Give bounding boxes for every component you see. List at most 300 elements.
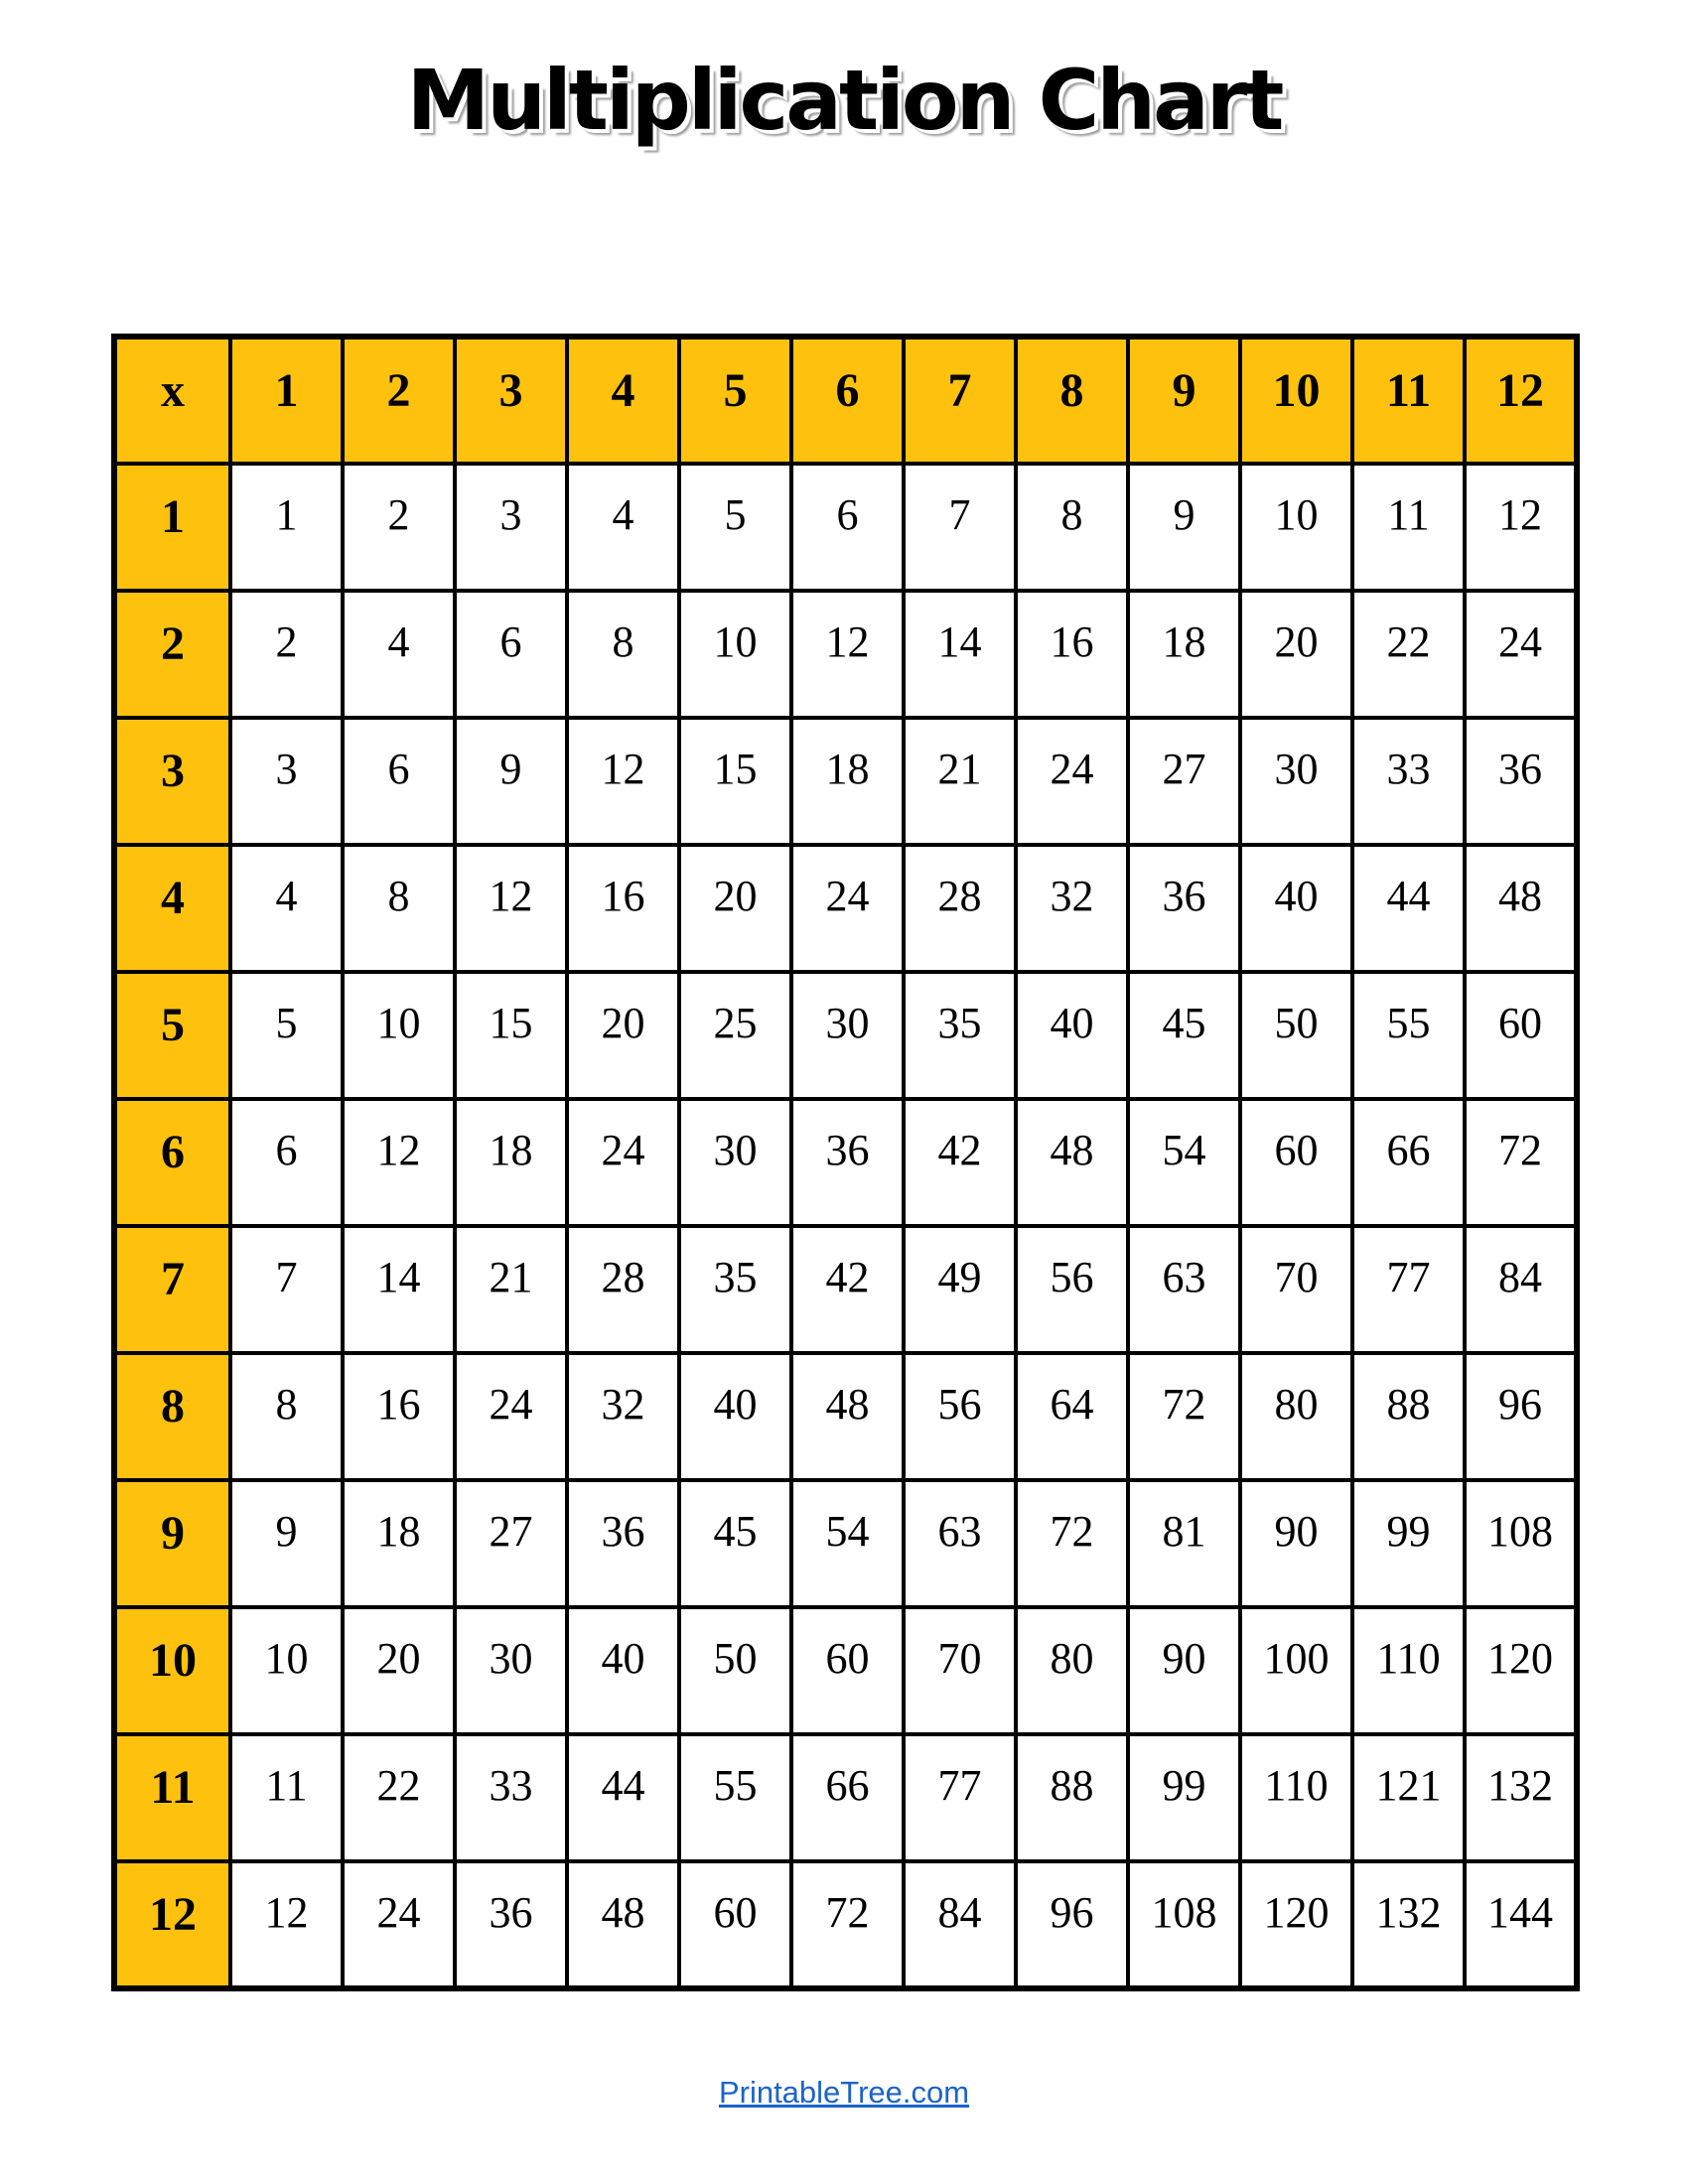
table-cell xyxy=(1352,1861,1465,1988)
printabletree-link[interactable]: PrintableTree.com xyxy=(718,2075,970,2110)
table-cell xyxy=(455,1480,567,1607)
table-cell xyxy=(791,1861,904,1988)
table-cell-label: 90 xyxy=(1274,1507,1319,1556)
table-cell-label: 40 xyxy=(713,1380,758,1429)
table-cell-label: 24 xyxy=(601,1126,645,1174)
table-cell-label: 5 xyxy=(275,999,298,1047)
table-cell-label: 55 xyxy=(713,1761,758,1810)
table-cell-label: 54 xyxy=(825,1507,870,1556)
table-cell-label: 10 xyxy=(1274,490,1319,539)
table-row xyxy=(114,1607,1577,1734)
table-cell xyxy=(679,1353,791,1480)
table-cell xyxy=(1465,972,1577,1099)
column-header-cell xyxy=(679,337,791,464)
table-cell xyxy=(455,718,567,845)
table-cell-label: 36 xyxy=(489,1888,533,1937)
table-cell xyxy=(1465,1099,1577,1226)
table-cell-label: 6 xyxy=(387,745,410,793)
column-header-cell xyxy=(1016,337,1128,464)
table-cell xyxy=(343,1861,455,1988)
table-cell xyxy=(904,845,1016,972)
table-cell-label: 50 xyxy=(713,1634,758,1683)
table-cell xyxy=(567,1734,679,1861)
table-cell xyxy=(343,1607,455,1734)
table-cell xyxy=(1240,1480,1352,1607)
table-cell xyxy=(230,845,343,972)
table-row xyxy=(114,1226,1577,1353)
table-cell-label: 64 xyxy=(1050,1380,1094,1429)
table-cell-label: 27 xyxy=(489,1507,533,1556)
table-cell xyxy=(567,1861,679,1988)
table-cell xyxy=(230,464,343,591)
row-header-cell-label: 11 xyxy=(150,1761,196,1814)
table-cell xyxy=(567,1226,679,1353)
table-cell xyxy=(904,1480,1016,1607)
table-cell-label: 30 xyxy=(489,1634,533,1683)
table-cell xyxy=(1465,591,1577,718)
table-cell-label: 6 xyxy=(836,490,859,539)
table-cell-label: 3 xyxy=(499,490,522,539)
page-title: Multiplication Chart xyxy=(406,52,1282,149)
table-cell xyxy=(1465,1607,1577,1734)
table-cell xyxy=(1016,1607,1128,1734)
table-cell-label: 30 xyxy=(1274,745,1319,793)
table-cell xyxy=(567,464,679,591)
table-cell-label: 25 xyxy=(713,999,758,1047)
multiplication-table-body xyxy=(114,337,1577,1988)
table-cell xyxy=(1016,1480,1128,1607)
table-cell xyxy=(904,718,1016,845)
table-cell xyxy=(567,1480,679,1607)
row-header-cell xyxy=(114,718,230,845)
table-cell-label: 30 xyxy=(713,1126,758,1174)
table-cell xyxy=(343,464,455,591)
table-cell-label: 70 xyxy=(937,1634,982,1683)
table-cell-label: 108 xyxy=(1151,1888,1217,1937)
table-cell-label: 81 xyxy=(1162,1507,1206,1556)
table-cell xyxy=(791,1353,904,1480)
table-row xyxy=(114,1099,1577,1226)
table-cell-label: 18 xyxy=(825,745,870,793)
table-cell xyxy=(679,1480,791,1607)
table-cell xyxy=(1465,1353,1577,1480)
table-cell-label: 48 xyxy=(825,1380,870,1429)
table-cell xyxy=(1352,1734,1465,1861)
table-cell xyxy=(1128,591,1240,718)
table-cell xyxy=(904,1607,1016,1734)
table-cell-label: 80 xyxy=(1050,1634,1094,1683)
table-cell-label: 60 xyxy=(825,1634,870,1683)
table-cell-label: 16 xyxy=(601,872,645,920)
table-cell xyxy=(1465,1734,1577,1861)
table-cell-label: 132 xyxy=(1375,1888,1442,1937)
table-cell xyxy=(455,1734,567,1861)
row-header-cell xyxy=(114,845,230,972)
row-header-cell-label: 2 xyxy=(161,617,185,670)
table-cell-label: 110 xyxy=(1264,1761,1329,1810)
table-cell-label: 14 xyxy=(937,617,982,666)
table-cell xyxy=(791,1734,904,1861)
table-cell-label: 49 xyxy=(937,1253,982,1301)
table-cell xyxy=(679,1607,791,1734)
table-cell-label: 77 xyxy=(937,1761,982,1810)
table-cell xyxy=(679,591,791,718)
column-header-cell-label: 12 xyxy=(1496,364,1544,417)
table-cell-label: 121 xyxy=(1375,1761,1442,1810)
table-cell xyxy=(904,1099,1016,1226)
table-cell-label: 36 xyxy=(601,1507,645,1556)
table-cell-label: 6 xyxy=(499,617,522,666)
row-header-cell-label: 4 xyxy=(161,872,185,924)
table-cell-label: 10 xyxy=(376,999,421,1047)
footer xyxy=(0,2075,1688,2111)
column-header-cell xyxy=(1465,337,1577,464)
table-cell-label: 84 xyxy=(1498,1253,1542,1301)
column-header-cell-label: 8 xyxy=(1059,364,1084,417)
table-cell-label: 80 xyxy=(1274,1380,1319,1429)
table-cell-label: 27 xyxy=(1162,745,1206,793)
table-cell-label: 10 xyxy=(713,617,758,666)
table-cell-label: 54 xyxy=(1162,1126,1206,1174)
table-cell-label: 55 xyxy=(1386,999,1431,1047)
table-cell-label: 33 xyxy=(1386,745,1431,793)
table-cell-label: 35 xyxy=(937,999,982,1047)
table-header-row xyxy=(114,337,1577,464)
column-header-cell xyxy=(904,337,1016,464)
row-header-cell xyxy=(114,972,230,1099)
table-cell xyxy=(343,1226,455,1353)
table-cell-label: 12 xyxy=(376,1126,421,1174)
table-cell-label: 44 xyxy=(1386,872,1431,920)
table-cell-label: 2 xyxy=(275,617,298,666)
table-cell xyxy=(343,1353,455,1480)
table-cell-label: 4 xyxy=(387,617,410,666)
table-cell xyxy=(230,1734,343,1861)
table-cell-label: 120 xyxy=(1487,1634,1553,1683)
table-cell xyxy=(1240,1607,1352,1734)
table-cell xyxy=(343,718,455,845)
table-cell-label: 44 xyxy=(601,1761,645,1810)
table-cell-label: 72 xyxy=(825,1888,870,1937)
table-cell xyxy=(1465,1480,1577,1607)
row-header-cell-label: 12 xyxy=(149,1888,197,1941)
table-cell xyxy=(679,1734,791,1861)
row-header-cell-label: 8 xyxy=(161,1380,185,1433)
table-cell xyxy=(1465,1861,1577,1988)
table-cell xyxy=(230,718,343,845)
table-cell xyxy=(230,1480,343,1607)
table-cell-label: 60 xyxy=(1498,999,1542,1047)
table-cell-label: 32 xyxy=(601,1380,645,1429)
table-cell-label: 18 xyxy=(489,1126,533,1174)
table-cell xyxy=(230,1353,343,1480)
table-cell xyxy=(791,1607,904,1734)
row-header-cell-label: 1 xyxy=(161,490,185,543)
table-cell-label: 5 xyxy=(724,490,747,539)
table-cell-label: 72 xyxy=(1162,1380,1206,1429)
table-cell-label: 12 xyxy=(489,872,533,920)
table-cell-label: 10 xyxy=(264,1634,309,1683)
table-cell-label: 40 xyxy=(1050,999,1094,1047)
table-cell xyxy=(1016,1861,1128,1988)
row-header-cell-label: 9 xyxy=(161,1507,185,1560)
table-cell-label: 36 xyxy=(825,1126,870,1174)
table-cell-label: 42 xyxy=(825,1253,870,1301)
column-header-cell-label: 6 xyxy=(835,364,860,417)
table-cell-label: 22 xyxy=(1386,617,1431,666)
table-cell-label: 15 xyxy=(489,999,533,1047)
table-cell-label: 8 xyxy=(275,1380,298,1429)
table-cell-label: 3 xyxy=(275,745,298,793)
table-cell-label: 90 xyxy=(1162,1634,1206,1683)
table-cell-label: 88 xyxy=(1386,1380,1431,1429)
table-cell-label: 99 xyxy=(1386,1507,1431,1556)
table-cell-label: 144 xyxy=(1487,1888,1553,1937)
table-cell-label: 30 xyxy=(825,999,870,1047)
row-header-cell xyxy=(114,1226,230,1353)
table-cell xyxy=(1352,1480,1465,1607)
column-header-cell xyxy=(1240,337,1352,464)
table-cell-label: 70 xyxy=(1274,1253,1319,1301)
table-cell-label: 24 xyxy=(376,1888,421,1937)
table-cell xyxy=(791,591,904,718)
table-cell-label: 63 xyxy=(937,1507,982,1556)
column-header-cell-label: 11 xyxy=(1385,364,1432,417)
table-cell-label: 20 xyxy=(376,1634,421,1683)
table-cell-label: 110 xyxy=(1376,1634,1441,1683)
table-cell-label: 7 xyxy=(275,1253,298,1301)
table-cell-label: 9 xyxy=(499,745,522,793)
column-header-cell xyxy=(1128,337,1240,464)
table-cell xyxy=(1465,718,1577,845)
table-cell-label: 40 xyxy=(1274,872,1319,920)
table-cell xyxy=(1352,1607,1465,1734)
table-cell-label: 8 xyxy=(612,617,634,666)
table-cell xyxy=(904,464,1016,591)
table-cell xyxy=(230,1226,343,1353)
table-cell xyxy=(679,1861,791,1988)
table-cell xyxy=(1016,591,1128,718)
table-cell xyxy=(791,1099,904,1226)
table-cell-label: 21 xyxy=(937,745,982,793)
table-cell-label: 96 xyxy=(1498,1380,1542,1429)
table-cell-label: 1 xyxy=(275,490,298,539)
table-cell xyxy=(567,591,679,718)
column-header-cell-label: 7 xyxy=(947,364,972,417)
table-cell xyxy=(1240,972,1352,1099)
multiplication-table xyxy=(111,334,1580,1991)
table-cell xyxy=(1128,972,1240,1099)
table-cell-label: 21 xyxy=(489,1253,533,1301)
table-cell xyxy=(1240,464,1352,591)
table-cell-label: 20 xyxy=(601,999,645,1047)
column-header-cell xyxy=(343,337,455,464)
table-cell-label: 18 xyxy=(376,1507,421,1556)
table-cell-label: 18 xyxy=(1162,617,1206,666)
table-cell-label: 42 xyxy=(937,1126,982,1174)
table-cell xyxy=(679,845,791,972)
table-row xyxy=(114,1353,1577,1480)
column-header-cell xyxy=(1352,337,1465,464)
table-cell xyxy=(455,464,567,591)
table-cell-label: 16 xyxy=(1050,617,1094,666)
table-cell xyxy=(1240,845,1352,972)
table-cell-label: 56 xyxy=(1050,1253,1094,1301)
table-cell xyxy=(1240,1734,1352,1861)
table-cell-label: 108 xyxy=(1487,1507,1553,1556)
table-cell xyxy=(1128,1353,1240,1480)
table-cell-label: 24 xyxy=(489,1380,533,1429)
table-cell xyxy=(455,1861,567,1988)
table-cell-label: 45 xyxy=(1162,999,1206,1047)
table-cell xyxy=(791,1226,904,1353)
table-cell-label: 50 xyxy=(1274,999,1319,1047)
table-cell-label: 8 xyxy=(1060,490,1083,539)
table-cell xyxy=(1128,1226,1240,1353)
column-header-cell xyxy=(455,337,567,464)
table-cell xyxy=(1016,845,1128,972)
table-cell xyxy=(1128,845,1240,972)
table-cell-label: 20 xyxy=(713,872,758,920)
table-cell-label: 88 xyxy=(1050,1761,1094,1810)
table-cell xyxy=(455,1607,567,1734)
table-cell-label: 28 xyxy=(601,1253,645,1301)
table-cell-label: 24 xyxy=(1050,745,1094,793)
table-cell xyxy=(791,972,904,1099)
table-cell xyxy=(1128,718,1240,845)
table-cell xyxy=(1016,1099,1128,1226)
table-cell-label: 48 xyxy=(601,1888,645,1937)
multiplication-table-container xyxy=(111,334,1580,1991)
table-cell-label: 32 xyxy=(1050,872,1094,920)
table-cell-label: 36 xyxy=(1162,872,1206,920)
table-cell xyxy=(230,1607,343,1734)
table-cell xyxy=(1240,1861,1352,1988)
table-cell-label: 6 xyxy=(275,1126,298,1174)
table-cell-label: 100 xyxy=(1263,1634,1330,1683)
table-cell xyxy=(1352,845,1465,972)
table-cell-label: 36 xyxy=(1498,745,1542,793)
table-cell-label: 15 xyxy=(713,745,758,793)
table-row xyxy=(114,1734,1577,1861)
column-header-cell xyxy=(567,337,679,464)
column-header-cell-label: 1 xyxy=(274,364,299,417)
table-cell xyxy=(567,1099,679,1226)
table-cell-label: 48 xyxy=(1498,872,1542,920)
table-cell xyxy=(1016,464,1128,591)
table-cell xyxy=(791,1480,904,1607)
row-header-cell xyxy=(114,591,230,718)
table-cell xyxy=(230,1099,343,1226)
table-cell xyxy=(1016,1226,1128,1353)
table-cell xyxy=(567,1353,679,1480)
table-cell-label: 99 xyxy=(1162,1761,1206,1810)
table-cell-label: 4 xyxy=(275,872,298,920)
table-cell xyxy=(1352,718,1465,845)
table-cell xyxy=(904,1226,1016,1353)
table-cell xyxy=(567,718,679,845)
table-cell xyxy=(1240,591,1352,718)
table-cell-label: 66 xyxy=(825,1761,870,1810)
table-cell xyxy=(343,1480,455,1607)
table-cell-label: 40 xyxy=(601,1634,645,1683)
corner-cell xyxy=(114,337,230,464)
table-cell-label: 16 xyxy=(376,1380,421,1429)
row-header-cell xyxy=(114,1734,230,1861)
row-header-cell xyxy=(114,1861,230,1988)
table-cell xyxy=(679,464,791,591)
table-cell-label: 12 xyxy=(601,745,645,793)
table-cell-label: 11 xyxy=(265,1761,308,1810)
table-cell-label: 35 xyxy=(713,1253,758,1301)
table-cell xyxy=(679,1226,791,1353)
table-cell xyxy=(343,972,455,1099)
table-cell xyxy=(455,845,567,972)
table-row xyxy=(114,1861,1577,1988)
row-header-cell-label: 10 xyxy=(149,1634,197,1687)
table-cell-label: 72 xyxy=(1498,1126,1542,1174)
table-cell xyxy=(1352,1353,1465,1480)
table-cell-label: 28 xyxy=(937,872,982,920)
table-cell xyxy=(343,845,455,972)
table-cell xyxy=(1240,1353,1352,1480)
row-header-cell xyxy=(114,1607,230,1734)
table-cell xyxy=(455,1099,567,1226)
table-cell xyxy=(1465,845,1577,972)
row-header-cell xyxy=(114,1353,230,1480)
row-header-cell xyxy=(114,1480,230,1607)
table-cell xyxy=(1465,464,1577,591)
table-cell xyxy=(1016,1734,1128,1861)
table-cell-label: 12 xyxy=(1498,490,1542,539)
table-cell xyxy=(1352,972,1465,1099)
table-cell xyxy=(904,1734,1016,1861)
table-cell xyxy=(455,972,567,1099)
table-cell xyxy=(904,591,1016,718)
table-cell-label: 84 xyxy=(937,1888,982,1937)
table-row xyxy=(114,718,1577,845)
table-cell xyxy=(1128,1480,1240,1607)
column-header-cell-label: 9 xyxy=(1172,364,1196,417)
table-cell xyxy=(1016,1353,1128,1480)
column-header-cell xyxy=(230,337,343,464)
row-header-cell-label: 7 xyxy=(161,1253,185,1305)
table-cell-label: 96 xyxy=(1050,1888,1094,1937)
table-cell xyxy=(567,845,679,972)
table-cell xyxy=(904,1861,1016,1988)
table-cell-label: 2 xyxy=(387,490,410,539)
table-cell-label: 48 xyxy=(1050,1126,1094,1174)
table-cell-label: 45 xyxy=(713,1507,758,1556)
table-cell xyxy=(1240,1099,1352,1226)
table-cell xyxy=(455,591,567,718)
table-cell-label: 60 xyxy=(1274,1126,1319,1174)
table-row xyxy=(114,972,1577,1099)
table-cell xyxy=(1352,1226,1465,1353)
table-cell-label: 63 xyxy=(1162,1253,1206,1301)
row-header-cell xyxy=(114,464,230,591)
table-cell xyxy=(230,591,343,718)
table-cell xyxy=(1128,1099,1240,1226)
row-header-cell-label: 3 xyxy=(161,745,185,797)
table-cell xyxy=(679,718,791,845)
table-cell xyxy=(230,1861,343,1988)
table-cell-label: 9 xyxy=(1173,490,1196,539)
table-cell xyxy=(791,464,904,591)
row-header-cell-label: 5 xyxy=(161,999,185,1051)
table-cell xyxy=(1465,1226,1577,1353)
table-row xyxy=(114,845,1577,972)
